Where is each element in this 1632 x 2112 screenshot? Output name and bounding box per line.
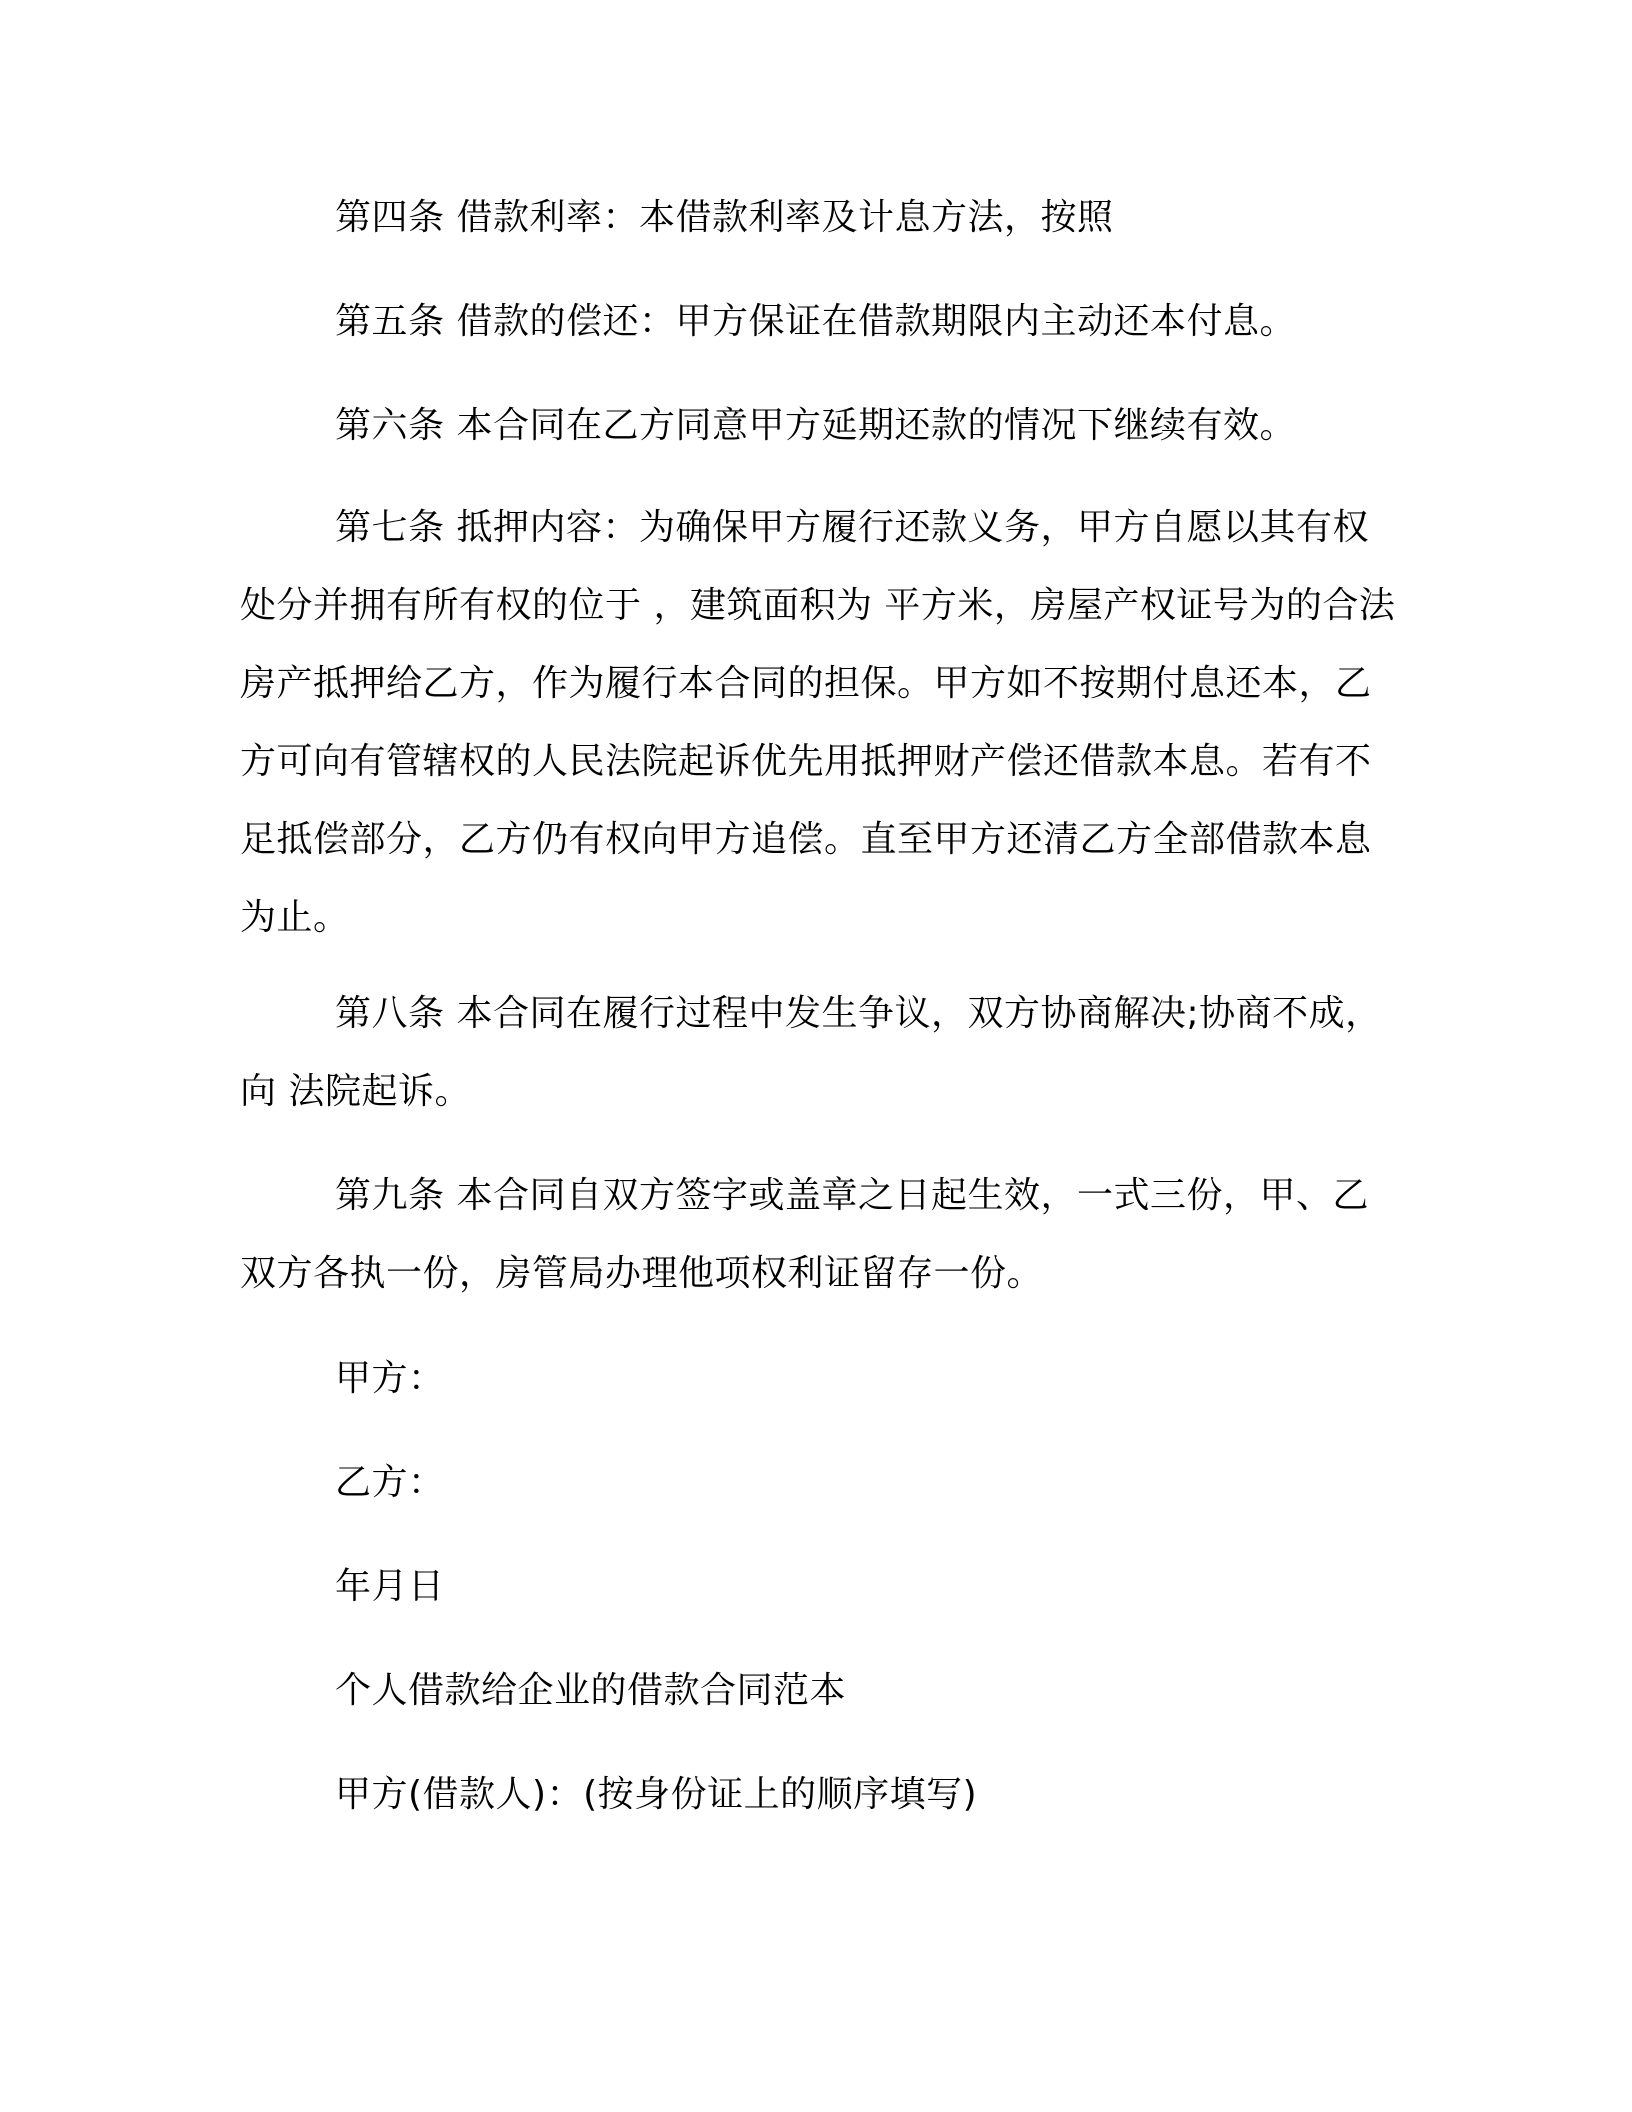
- article-6: 第六条 本合同在乙方同意甲方延期还款的情况下继续有效。: [335, 405, 1296, 446]
- party-a-signature: 甲方：: [335, 1358, 445, 1399]
- party-a-borrower-line: 甲方(借款人)：(按身份证上的顺序填写): [335, 1774, 978, 1815]
- article-4: 第四条 借款利率：本借款利率及计息方法，按照: [335, 197, 1114, 238]
- signature-date: 年月日: [335, 1566, 445, 1607]
- article-5: 第五条 借款的偿还：甲方保证在借款期限内主动还本付息。: [335, 301, 1296, 342]
- article-7: 第七条 抵押内容：为确保甲方履行还款义务，甲方自愿以其有权处分并拥有所有权的位于 ，建筑面积为 平方米，房屋产权证号为的合法房产抵押给乙方，作为履行本合同的担保。甲方如不按期付息还本，乙方可向有管辖权的人民法院起诉优先用抵押财产偿还借款本息。若有不足抵偿部分，乙方仍有权向甲方追偿。直至甲方还清乙方全部借款本息为止。: [240, 507, 1396, 938]
- party-b-signature: 乙方：: [335, 1462, 445, 1503]
- article-8: 第八条 本合同在履行过程中发生争议，双方协商解决;协商不成，向 法院起诉。: [240, 993, 1382, 1112]
- section-title: 个人借款给企业的借款合同范本: [335, 1670, 847, 1711]
- article-9: 第九条 本合同自双方签字或盖章之日起生效，一式三份，甲、乙双方各执一份，房管局办理他项权利证留存一份。: [240, 1175, 1369, 1294]
